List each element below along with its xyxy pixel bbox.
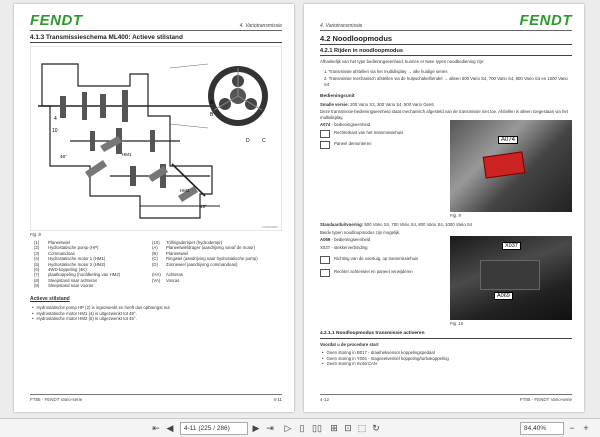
footer-page-number: 4-11 (273, 397, 282, 402)
smalle-label: Smalle versie: (320, 102, 349, 107)
legend-cell: (1) (34, 240, 40, 245)
legend-cell: Planeetwieldrager (aandrijving vanaf de motor) (166, 245, 256, 251)
rotate-icon[interactable]: ↻ (372, 423, 380, 433)
page-left (14, 4, 294, 412)
list-item: • Hydrostatische motor HM1 (4) is uitgezwenkt tot 48°. (32, 311, 282, 317)
last-page-button[interactable]: ⇥ (266, 423, 274, 433)
list-item: • Hydrostatische motor HM2 (5) is uitgezwenkt tot 45°. (32, 316, 282, 322)
legend-cell: (D) (152, 261, 158, 267)
list-item: • Geen storing in motorCAN (322, 361, 572, 367)
list-item: • Hydrostatische pomp HP (2) is ingezwenkt en heeft dus opbrengst nul. (32, 305, 282, 311)
zoom-out-button[interactable]: − (569, 423, 575, 433)
footer-right: FT85 - FENDT Vario-serie (519, 397, 572, 402)
a069-suffix: - bedieningseenheid (331, 237, 371, 242)
legend-cell: Zonnewiel (aandrijving commandoas) (166, 261, 238, 267)
figure-caption: Fig. 10 (450, 321, 464, 326)
photo-label: A074 (498, 136, 518, 144)
legend-table (34, 240, 284, 289)
fit-width-icon[interactable]: ⬚ (357, 423, 367, 433)
subsection-title: 4.2.1.1 Noodloopmodus transmissie activeren (320, 331, 425, 336)
page-header: 4. Variotransmissie (320, 23, 363, 29)
bediening-heading: Bedieningsunit (320, 94, 355, 99)
transmission-diagram (30, 46, 282, 231)
photo-label: A069 (494, 292, 513, 300)
legend-cell: Vooras (166, 277, 180, 283)
legend-cell: (7) (34, 272, 40, 278)
legend-cell (152, 283, 166, 288)
footer-left: FT85 - FENDT Vario-serie (30, 397, 83, 402)
diagram-label-a: A (210, 100, 214, 106)
diagram-label-hm1: HM1 (122, 152, 132, 157)
diagram-label-d: D (246, 138, 250, 144)
legend-cell: Achteras (166, 272, 183, 278)
photo-a069 (450, 236, 572, 320)
zoom-input[interactable] (520, 422, 564, 435)
intro-text: Afhankelijk van het type bedieningseenheid, kunnen er twee typen noodbediening zijn: (320, 59, 485, 64)
x037-text: X037 - stekkerverbinding (320, 245, 368, 250)
single-page-icon[interactable]: ▯ (299, 423, 305, 433)
legend-cell: Hydrostatische pomp (HP) (48, 245, 99, 251)
smalle-models: 200 Vario S3, 300 Vario S4, 500 Vario Gen6 (350, 102, 434, 107)
legend-cell: plaatkoppeling (hoofdkeling van HM2) (48, 272, 121, 278)
legend-cell: Hydrostatische motor 2 (HM2) (48, 261, 106, 267)
legend-cell: Ringwiel (aandrijving naar hydrostatische pomp) (166, 256, 258, 262)
beide-text: Beide typen noodloopmodus zijn mogelijk. (320, 230, 401, 235)
list-item: • Geen storing in B017 - draaiheksensor koppelingspedaal (322, 350, 572, 356)
legend-cell (166, 283, 284, 288)
tool-icon (320, 256, 330, 264)
diagram-label-45: 45° (200, 204, 207, 209)
legend-cell: (5) (34, 261, 40, 267)
legend-cell: (C) (152, 256, 158, 262)
legend-cell: (6) (34, 267, 40, 273)
previous-page-button[interactable]: ◀ (166, 423, 174, 433)
legend-cell: 4WD-koppeling (4K) (48, 267, 87, 273)
legend-cell: Trillingsdemper (hydrodempr) (166, 240, 223, 245)
legend-cell: (4) (34, 256, 40, 262)
page-header: 4. Variotransmissie (239, 23, 282, 29)
wrench-icon (320, 141, 330, 149)
tool-icon (320, 130, 330, 138)
a074-suffix: - bedieningseenheid (331, 122, 371, 127)
legend-cell: (VA) (152, 277, 161, 283)
legend-cell: Sleepstand naar achteras (48, 277, 97, 283)
next-page-button[interactable]: ▶ (252, 423, 260, 433)
diagram-label-hm2: HM2 (180, 188, 190, 193)
bullet-list (32, 305, 282, 322)
double-page-icon[interactable]: ▯▯ (312, 423, 322, 433)
footer-page-number: 4-12 (320, 397, 330, 402)
diagram-label-c: C (262, 138, 266, 144)
wrench-icon (320, 269, 330, 277)
intro-item-2: 2. Transmissie mechanisch afstellen via de hulpschakelhendel → alleen 500 Vario S4, 700 Vario S4, 800 Vario S4 en 1000 Vario S4 (324, 76, 568, 87)
smalle-description: Deze transmissie-bedieningseenheid staat mechanisch afgesteld van de transmissie niet toe. Afstellen is alleen toegestaan via het multidisplay. (320, 109, 568, 120)
first-page-button[interactable]: ⇤ (152, 423, 160, 433)
page-number-input[interactable] (180, 422, 248, 435)
a074-step-1: Rechterkant van het transmissiehuis (334, 130, 404, 135)
fendt-logo: FENDT (519, 12, 572, 29)
grid-view-icon[interactable]: ⊞ (330, 423, 338, 433)
a074-step-2: Paneel demonteren (334, 141, 372, 146)
legend-cell: Hydrostatische motor 1 (HM1) (48, 256, 106, 262)
section-title: 4.2 Noodloopmodus (320, 34, 393, 43)
legend-cell: (2) (34, 245, 40, 251)
page-count: (225 / 286) (198, 425, 230, 432)
diagram-label-b: B (210, 112, 214, 118)
legend-cell: (8) (34, 277, 40, 283)
legend-cell: (A) (152, 245, 158, 251)
subheading: Actieve stilstand (30, 296, 70, 302)
a069-step-2: Rechter achterwiel en paneel verwijderen (334, 269, 413, 274)
fit-page-icon[interactable]: ⊡ (344, 423, 352, 433)
legend-cell: Planeetwiel (48, 240, 70, 245)
legend-cell: Sleepstand naar vooras (48, 283, 94, 289)
legend-cell: Planeetwiel (166, 250, 188, 256)
legend-cell: (9) (34, 283, 40, 289)
legend-cell: (3) (34, 250, 40, 256)
page-field: 4-11 (184, 425, 197, 432)
figure-caption: Fig. 8 (30, 232, 41, 237)
subsection-title: 4.2.1 Rijden in noodloopmodus (320, 48, 403, 54)
figure-caption: Fig. 9 (450, 213, 461, 218)
zoom-value: 84,40% (524, 425, 547, 432)
legend-cell: (B) (152, 250, 158, 256)
intro-item-1: 1. Transmissie afstellen via het multidisplay → alle huidige series (324, 69, 448, 74)
legend-row (34, 283, 284, 288)
a069-step-1: Richting van de voertuig, op transmissiehuis (334, 256, 419, 261)
list-item: • Geen storing in Y004 - magneetventiel koppeling/turbokoppeling (322, 356, 572, 362)
legend-cell: Commandoas (48, 250, 75, 256)
diagram-label-10: 10 (52, 128, 58, 134)
section-title: 4.1.3 Transmissieschema ML400: Actieve stilstand (30, 34, 183, 41)
page-right (304, 4, 584, 412)
viewer-toolbar (0, 418, 600, 437)
photo-label: X037 (502, 242, 521, 250)
figure-id: FC0000000 (262, 225, 278, 229)
diagram-label-4: 4 (54, 116, 57, 122)
bullet-list (322, 350, 572, 367)
legend-cell: (10) (152, 240, 160, 245)
fendt-logo: FENDT (30, 12, 83, 29)
a074-label: A074 (320, 122, 331, 127)
standaard-label: Standaarduitvoering: (320, 222, 364, 227)
standaard-models: 500 Vario S4, 700 Vario S4, 800 Vario S4, 1000 Vario S4 (364, 222, 473, 227)
zoom-in-button[interactable]: + (583, 423, 589, 433)
photo-a074 (450, 120, 572, 212)
play-icon[interactable]: ▷ (284, 423, 292, 433)
legend-cell: (HA) (152, 272, 161, 278)
control-unit-highlight (483, 151, 526, 178)
a069-label: A069 (320, 237, 331, 242)
diagram-label-48: 48° (60, 154, 67, 159)
voorwaarde-heading: Voordat u de procedure start (320, 342, 379, 347)
